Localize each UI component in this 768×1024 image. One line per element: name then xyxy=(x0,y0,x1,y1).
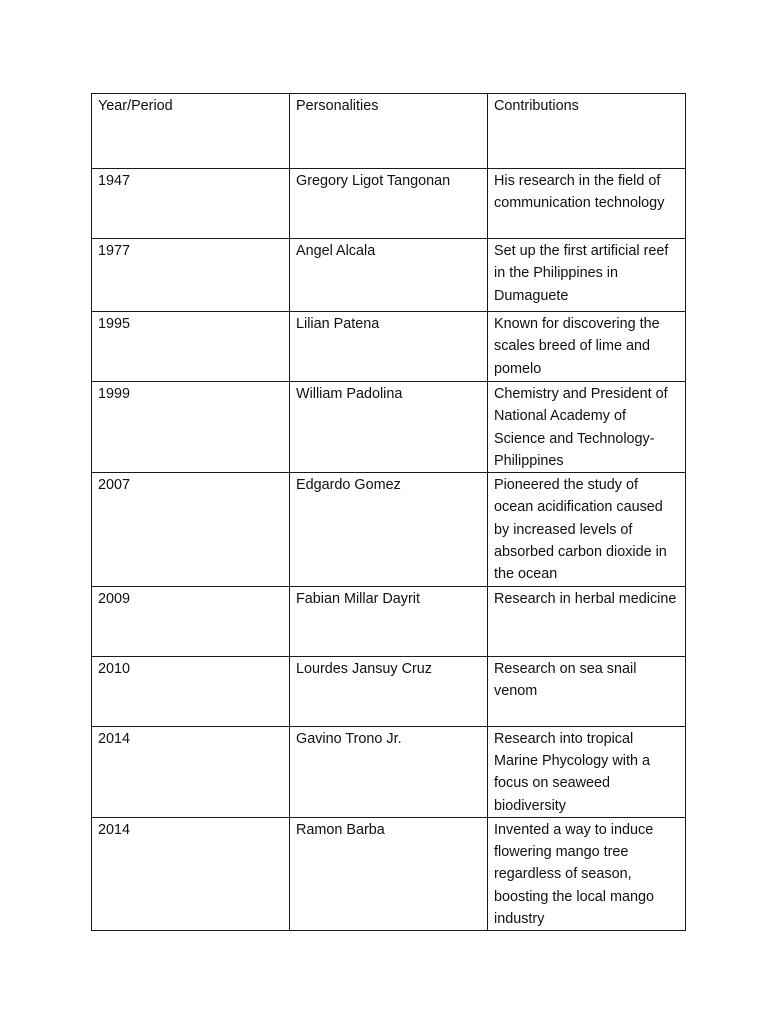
contribution-text: His research in the field of communication technology xyxy=(494,173,665,212)
person-cell xyxy=(290,169,488,239)
person-cell xyxy=(290,473,488,586)
person-cell xyxy=(290,656,488,726)
table-row xyxy=(92,726,686,817)
person-text: Gregory Ligot Tangonan xyxy=(296,173,451,189)
personalities-table xyxy=(91,93,686,931)
year-text: 1995 xyxy=(98,316,131,332)
person-text: Lilian Patena xyxy=(296,316,380,332)
table-row xyxy=(92,586,686,656)
header-contributions-label: Contributions xyxy=(494,98,579,114)
year-text: 2009 xyxy=(98,590,131,607)
contribution-text: Known for discovering the scales breed of lime and pomelo xyxy=(494,316,660,377)
contribution-cell xyxy=(488,169,686,239)
person-cell xyxy=(290,817,488,930)
person-text: Ramon Barba xyxy=(296,821,385,838)
person-text: Gavino Trono Jr. xyxy=(296,730,402,747)
year-cell xyxy=(92,656,290,726)
table-row xyxy=(92,656,686,726)
table-row xyxy=(92,239,686,312)
person-cell xyxy=(290,586,488,656)
year-cell xyxy=(92,382,290,473)
person-text: Edgardo Gomez xyxy=(296,477,401,494)
year-cell xyxy=(92,239,290,312)
year-cell xyxy=(92,312,290,382)
header-contributions xyxy=(488,94,686,169)
year-cell xyxy=(92,817,290,930)
person-text: Fabian Millar Dayrit xyxy=(296,590,420,607)
table-row xyxy=(92,473,686,586)
year-cell xyxy=(92,169,290,239)
person-cell xyxy=(290,312,488,382)
contribution-cell xyxy=(488,656,686,726)
table-row xyxy=(92,312,686,382)
person-cell xyxy=(290,239,488,312)
year-cell xyxy=(92,586,290,656)
contribution-cell xyxy=(488,239,686,312)
contribution-text: Pioneered the study of ocean acidification caused by increased levels of absorbed carbon dioxide in the ocean xyxy=(494,477,667,583)
contribution-cell xyxy=(488,817,686,930)
person-text: Lourdes Jansuy Cruz xyxy=(296,660,432,677)
contribution-cell xyxy=(488,726,686,817)
person-cell xyxy=(290,382,488,473)
contribution-text: Research on sea snail venom xyxy=(494,660,637,699)
contribution-text: Research into tropical Marine Phycology with a focus on seaweed biodiversity xyxy=(494,730,650,814)
table-header-row xyxy=(92,94,686,169)
year-text: 2014 xyxy=(98,730,131,747)
year-cell xyxy=(92,473,290,586)
person-cell xyxy=(290,726,488,817)
table-row xyxy=(92,817,686,930)
year-text: 1947 xyxy=(98,173,131,189)
header-personalities-label: Personalities xyxy=(296,98,379,114)
contribution-cell xyxy=(488,382,686,473)
contribution-cell xyxy=(488,312,686,382)
year-text: 2007 xyxy=(98,477,131,494)
contribution-cell xyxy=(488,473,686,586)
header-year xyxy=(92,94,290,169)
table-row xyxy=(92,169,686,239)
contribution-text: Research in herbal medicine xyxy=(494,590,677,607)
contribution-text: Chemistry and President of National Academy of Science and Technology-Philippines xyxy=(494,386,668,469)
table-row xyxy=(92,382,686,473)
header-year-label: Year/Period xyxy=(98,98,173,114)
contribution-text: Invented a way to induce flowering mango tree regardless of season, boosting the local mango industry xyxy=(494,821,655,928)
year-text: 1977 xyxy=(98,243,131,259)
year-text: 1999 xyxy=(98,386,131,402)
year-text: 2014 xyxy=(98,821,131,838)
contribution-cell xyxy=(488,586,686,656)
header-personalities xyxy=(290,94,488,169)
person-text: William Padolina xyxy=(296,386,403,402)
person-text: Angel Alcala xyxy=(296,243,376,259)
year-text: 2010 xyxy=(98,660,131,677)
contribution-text: Set up the first artificial reef in the Philippines in Dumaguete xyxy=(494,243,669,304)
year-cell xyxy=(92,726,290,817)
